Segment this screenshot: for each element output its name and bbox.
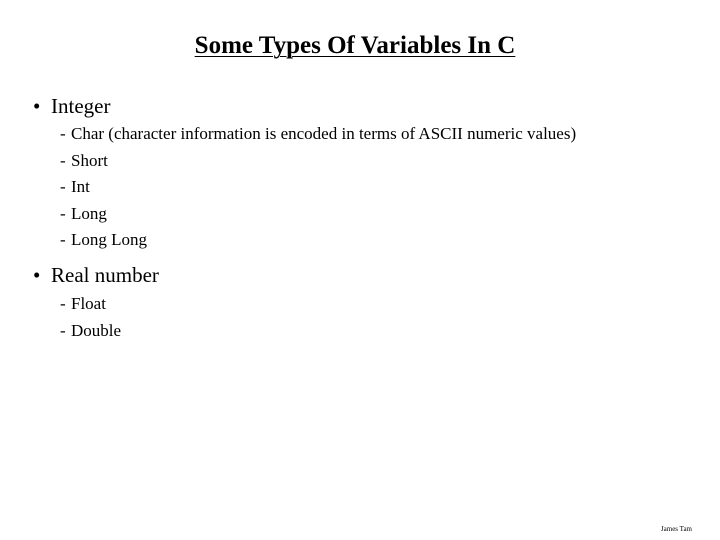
- list-item: - Int: [60, 174, 576, 201]
- footer-author: James Tam: [660, 525, 692, 533]
- list-item: - Float: [60, 291, 121, 318]
- integer-types-list: [60, 121, 576, 254]
- sub-marker: -: [60, 294, 66, 313]
- list-item: - Double: [60, 318, 121, 345]
- sub-marker: -: [60, 150, 66, 170]
- slide-title: Some Types Of Variables In C: [194, 32, 516, 59]
- bullet-real-number: [33, 263, 159, 287]
- list-item: - Long: [60, 201, 576, 228]
- bullet-marker: •: [33, 94, 41, 118]
- bullet-label: Real number: [51, 263, 159, 287]
- bullet-marker: •: [33, 263, 41, 287]
- bullet-label: Integer: [51, 94, 111, 118]
- list-item: - Char (character information is encoded in terms of ASCII numeric values): [60, 121, 576, 148]
- sub-marker: -: [60, 124, 66, 143]
- real-types-list: [60, 291, 121, 344]
- bullet-integer: [33, 94, 110, 118]
- sub-marker: -: [60, 230, 66, 249]
- sub-marker: -: [60, 177, 66, 196]
- sub-marker: -: [60, 203, 66, 223]
- list-item: - Short: [60, 148, 576, 175]
- sub-marker: -: [60, 320, 66, 340]
- list-item: - Long Long: [60, 227, 576, 254]
